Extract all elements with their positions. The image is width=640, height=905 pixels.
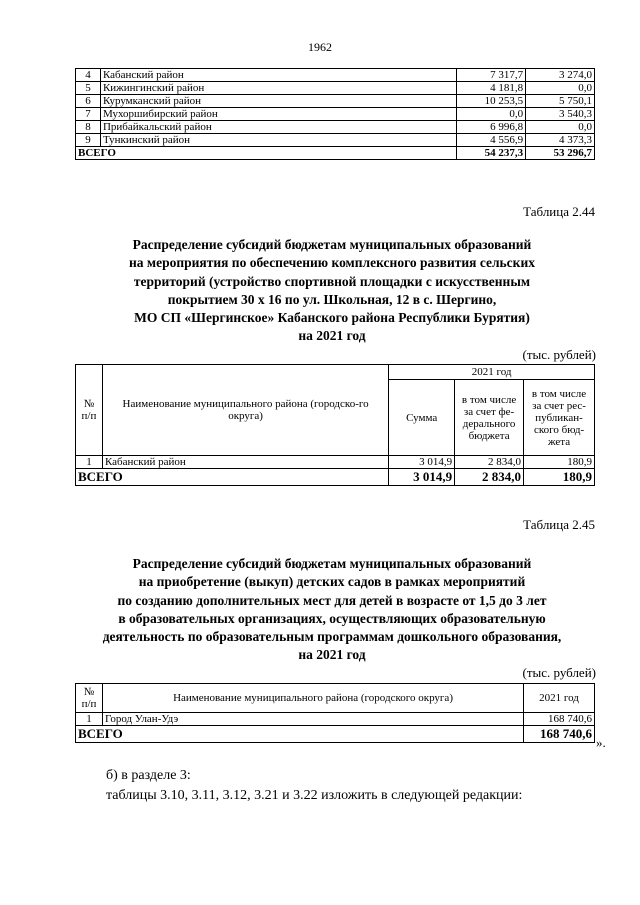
table-2-45-unit: (тыс. рублей) — [522, 665, 596, 680]
row-value-b: 0,0 — [526, 82, 595, 95]
title-line: по созданию дополнительных мест для детей в возрасте от 1,5 до 3 лет — [117, 592, 547, 608]
title-line: в образовательных организациях, осуществляющих образовательную — [118, 610, 546, 626]
table-row — [76, 69, 595, 82]
title-line: на 2021 год — [298, 647, 366, 663]
table-2-44-unit: (тыс. рублей) — [522, 347, 596, 362]
row-value-b: 5 750,1 — [526, 95, 595, 108]
table-2-45-title — [60, 555, 604, 665]
row-value-a: 10 253,5 — [457, 95, 526, 108]
table-top — [75, 68, 595, 160]
title-line: на 2021 год — [298, 328, 366, 344]
row-name: Кижингинский район — [100, 82, 456, 95]
total-row — [76, 147, 595, 160]
section-b-line-2: таблицы 3.10, 3.11, 3.12, 3.21 и 3.22 изложить в следующей редакции: — [106, 788, 523, 803]
title-line: деятельность по образовательным программам дошкольного образования, — [102, 629, 562, 645]
table-2-44-label: Таблица 2.44 — [523, 204, 595, 219]
row-value-b: 3 540,3 — [526, 108, 595, 121]
header-sum: Сумма — [389, 380, 455, 456]
total-value: 168 740,6 — [524, 726, 595, 743]
table-row — [76, 108, 595, 121]
total-label: ВСЕГО — [76, 147, 457, 160]
table-2-45 — [75, 683, 595, 743]
row-value-a: 7 317,7 — [457, 69, 526, 82]
row-value-a: 0,0 — [457, 108, 526, 121]
closing-mark: ». — [596, 735, 606, 750]
page-number: 1962 — [308, 40, 332, 54]
header-federal: в том числе за счет фе-дерального бюджета — [455, 380, 524, 456]
table-row — [76, 134, 595, 147]
table-row — [76, 713, 595, 726]
row-name: Город Улан-Удэ — [102, 713, 523, 726]
row-value-a: 4 181,8 — [457, 82, 526, 95]
header-republic: в том числе за счет рес-публикан-ского бюд-жета — [524, 380, 595, 456]
title-line: на приобретение (выкуп) детских садов в рамках мероприятий — [138, 574, 526, 590]
table-row — [76, 82, 595, 95]
row-sum: 3 014,9 — [389, 456, 455, 469]
header-name: Наименование муниципального района (городско-го округа) — [102, 365, 388, 456]
title-line: Распределение субсидий бюджетам муниципальных образований — [132, 237, 532, 252]
table-row — [76, 121, 595, 134]
total-sum: 3 014,9 — [389, 469, 455, 486]
header-name: Наименование муниципального района (городского округа) — [102, 684, 523, 713]
row-num: 1 — [76, 713, 103, 726]
table-row — [76, 95, 595, 108]
total-row — [76, 469, 595, 486]
row-federal: 2 834,0 — [455, 456, 524, 469]
title-line: покрытием 30 x 16 по ул. Школьная, 12 в с. Шергино, — [167, 291, 497, 307]
table-2-45-label: Таблица 2.45 — [523, 517, 595, 532]
row-name: Курумканский район — [100, 95, 456, 108]
header-year: 2021 год — [389, 365, 595, 380]
title-line: территорий (устройство спортивной площадки с искусственным — [133, 273, 531, 289]
row-name: Мухоршибирский район — [100, 108, 456, 121]
row-name: Кабанский район — [102, 456, 388, 469]
row-num: 8 — [76, 121, 101, 134]
row-value: 168 740,6 — [524, 713, 595, 726]
row-num: 9 — [76, 134, 101, 147]
row-republic: 180,9 — [524, 456, 595, 469]
header-year: 2021 год — [524, 684, 595, 713]
total-label: ВСЕГО — [76, 726, 524, 743]
row-num: 4 — [76, 69, 101, 82]
title-line: Распределение субсидий бюджетам муниципальных образований — [132, 556, 532, 571]
header-num: № п/п — [76, 365, 103, 456]
row-num: 6 — [76, 95, 101, 108]
row-name: Тункинский район — [100, 134, 456, 147]
total-value-a: 54 237,3 — [457, 147, 526, 160]
row-num: 1 — [76, 456, 103, 469]
row-name: Прибайкальский район — [100, 121, 456, 134]
total-label: ВСЕГО — [76, 469, 389, 486]
row-num: 7 — [76, 108, 101, 121]
total-federal: 2 834,0 — [455, 469, 524, 486]
title-line: МО СП «Шергинское» Кабанского района Республики Бурятия) — [134, 310, 530, 326]
header-num: № п/п — [76, 684, 103, 713]
row-value-b: 4 373,3 — [526, 134, 595, 147]
row-value-a: 4 556,9 — [457, 134, 526, 147]
row-value-b: 3 274,0 — [526, 69, 595, 82]
total-republic: 180,9 — [524, 469, 595, 486]
row-num: 5 — [76, 82, 101, 95]
table-row — [76, 456, 595, 469]
table-2-44 — [75, 364, 595, 486]
total-value-b: 53 296,7 — [526, 147, 595, 160]
table-2-44-title — [60, 236, 604, 346]
title-line: на мероприятия по обеспечению комплексного развития сельских — [129, 255, 535, 271]
total-row — [76, 726, 595, 743]
section-b-line-1: б) в разделе 3: — [106, 768, 191, 783]
row-name: Кабанский район — [100, 69, 456, 82]
row-value-a: 6 996,8 — [457, 121, 526, 134]
row-value-b: 0,0 — [526, 121, 595, 134]
